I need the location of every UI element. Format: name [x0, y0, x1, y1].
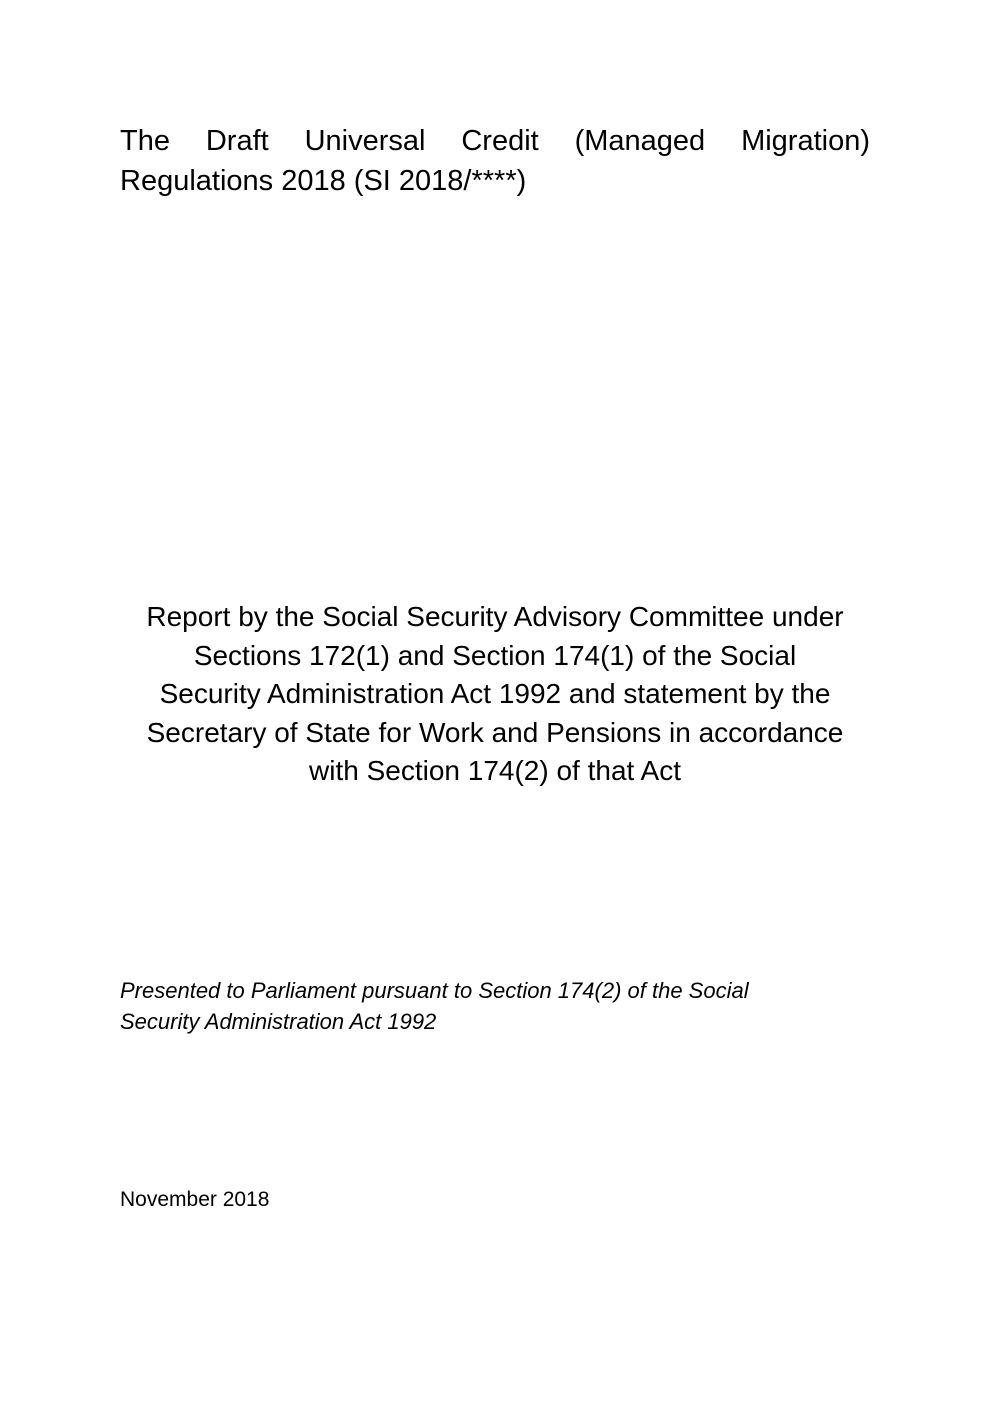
report-line: Security Administration Act 1992 and statement by the — [159, 678, 831, 709]
presented-statement — [120, 975, 870, 1037]
document-title — [120, 121, 870, 201]
report-line: Sections 172(1) and Section 174(1) of the Social — [193, 639, 797, 671]
publication-date: November 2018 — [120, 1188, 270, 1211]
presented-line: Presented to Parliament pursuant to Section 174(2) of the Social — [120, 978, 749, 1003]
report-line: Report by the Social Security Advisory Committee under — [146, 601, 844, 632]
report-line: with Section 174(2) of that Act — [309, 755, 681, 786]
report-description — [120, 598, 870, 791]
presented-line: Security Administration Act 1992 — [120, 1009, 437, 1034]
title-line-1: The Draft Universal Credit (Managed Migration) — [120, 125, 870, 157]
title-line-2: Regulations 2018 (SI 2018/****) — [120, 165, 527, 197]
report-line: Secretary of State for Work and Pensions in accordance — [146, 716, 844, 748]
